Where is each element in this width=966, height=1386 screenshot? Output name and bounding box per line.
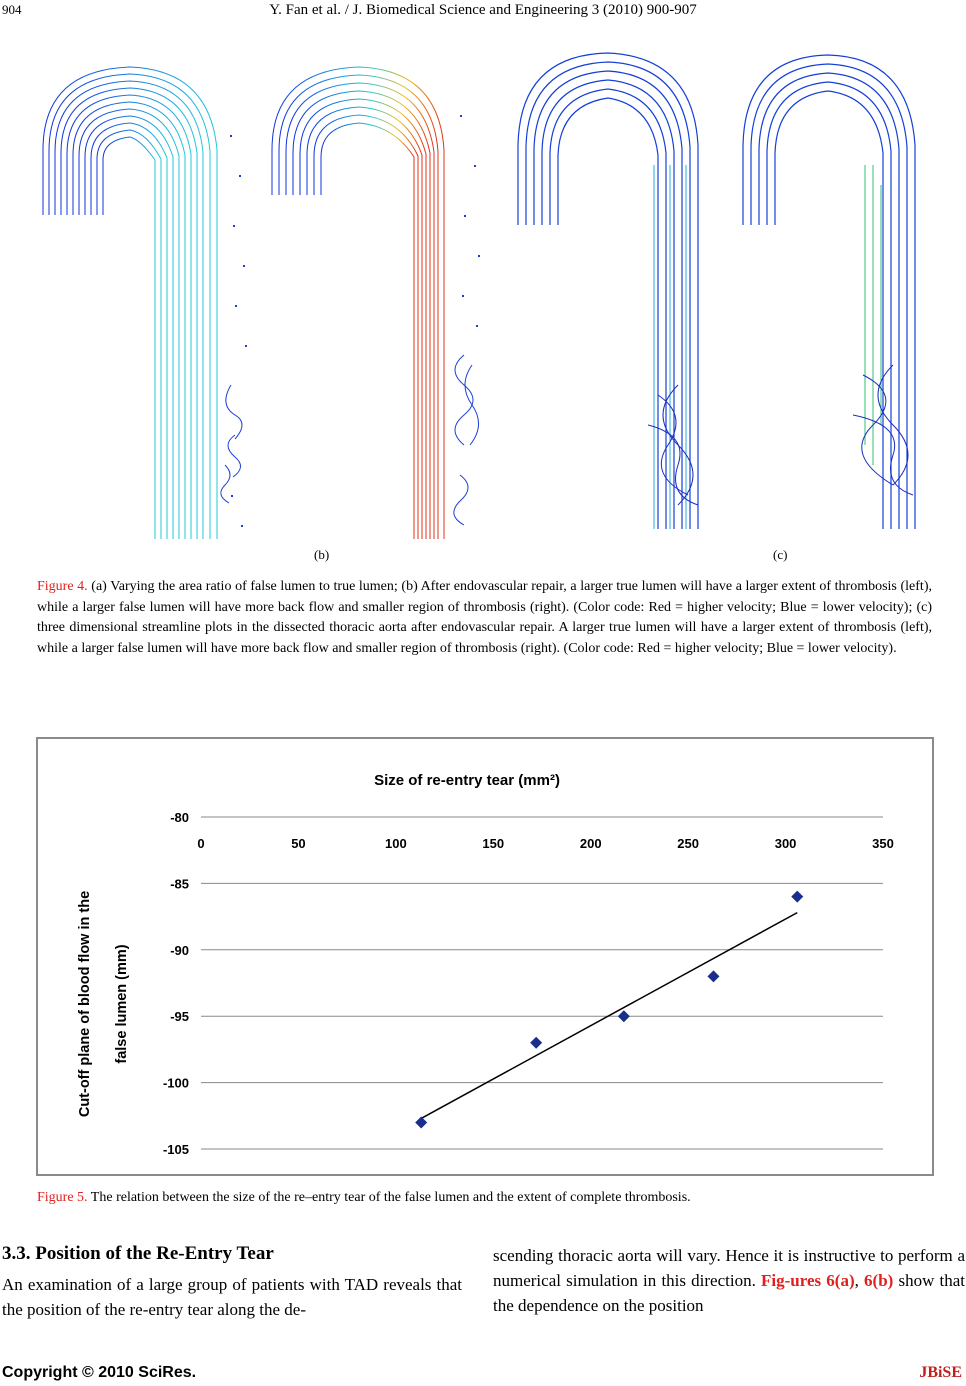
chart-y-ticks	[163, 810, 189, 1157]
figure4-caption-text: (a) Varying the area ratio of false lumen to true lumen; (b) After endovascular repair, a larger true lumen will have a larger extent of thrombosis (left), while a larger false lumen will have more back flow and smaller region of thrombosis (right). (Color code: Red = higher velocity; Blue = lower velocity); (c) three dimensional streamline plots in the dissected thoracic aorta after endovascular repair. A larger true lumen will have a larger extent of thrombosis (left), while a larger false lumen will have more back flow and smaller region of thrombosis (right). (Color code: Red = higher velocity; Blue = lower velocity).	[37, 579, 932, 656]
running-title: Y. Fan et al. / J. Biomedical Science and Engineering 3 (2010) 900-907	[269, 2, 697, 18]
page-number: 904	[2, 2, 22, 17]
x-tick-label: 0	[197, 836, 205, 851]
y-tick-label: -105	[162, 1142, 189, 1157]
right-text-1: scending thoracic aorta will vary. Hence it is instructive to perform a numerical simulation in this direction.	[493, 1246, 965, 1290]
chart-x-ticks	[197, 836, 893, 851]
data-point-3	[707, 970, 719, 982]
streamline-plot-b-right	[264, 55, 489, 539]
figure4-panel-c-left	[508, 45, 720, 529]
data-point-4	[791, 891, 803, 903]
y-tick-label: -100	[162, 1075, 189, 1091]
figure4-caption	[37, 577, 932, 659]
chart-ylabel-line1: Cut-off plane of blood flow in the	[77, 890, 93, 1118]
data-point-1	[530, 1037, 542, 1049]
ref-separator: ,	[854, 1271, 865, 1290]
streamline-plot-b-left	[35, 55, 253, 539]
data-point-2	[618, 1010, 630, 1022]
x-tick-label: 150	[482, 836, 505, 851]
footer-journal: JBiSE	[919, 1364, 962, 1381]
section-heading: 3.3. Position of the Re-Entry Tear	[2, 1243, 274, 1264]
right-text-2: show that the dependence on the position	[493, 1271, 966, 1315]
streamline-plot-c-right	[733, 45, 933, 529]
data-point-0	[415, 1116, 427, 1128]
y-tick-label: -95	[170, 1009, 189, 1025]
figure5-chart	[36, 737, 934, 1176]
chart-title: Size of re-entry tear (mm²)	[374, 772, 560, 789]
figure5-caption	[37, 1188, 932, 1209]
footer-copyright: Copyright © 2010 SciRes.	[2, 1364, 197, 1381]
y-tick-label: -80	[170, 810, 189, 825]
figure4-panel-c-right	[733, 45, 933, 529]
figure4-label-c: (c)	[773, 547, 788, 562]
x-tick-label: 100	[385, 836, 407, 851]
trendline	[421, 913, 797, 1119]
chart-points	[415, 891, 803, 1129]
x-tick-label: 250	[677, 836, 699, 851]
y-tick-label: -90	[170, 942, 189, 958]
x-tick-label: 300	[774, 836, 797, 851]
streamline-plot-c-left	[508, 45, 720, 529]
x-tick-label: 50	[291, 836, 306, 851]
figure4-label-b: (b)	[314, 547, 330, 562]
chart-ylabel-line2: false lumen (mm)	[114, 944, 130, 1064]
right-column-text	[493, 1243, 965, 1318]
figure5-caption-text: The relation between the size of the re–entry tear of the false lumen and the extent of complete thrombosis.	[87, 1190, 691, 1205]
chart-trendline	[421, 913, 797, 1119]
figure4-panel-b-right	[264, 55, 489, 539]
left-column-text: An examination of a large group of patients with TAD reveals that the position of the re-entry tear along the de-	[2, 1275, 462, 1319]
x-tick-label: 200	[579, 836, 602, 851]
figure-6b-link[interactable]: 6(b)	[864, 1271, 894, 1290]
figure5-caption-label: Figure 5.	[37, 1190, 88, 1205]
x-tick-label: 350	[872, 836, 894, 851]
chart-svg	[38, 739, 932, 1174]
y-tick-label: -85	[170, 876, 189, 892]
figure-6a-link[interactable]: Fig-ures 6(a)	[761, 1271, 855, 1290]
figure4-caption-label: Figure 4.	[37, 579, 88, 594]
figure4-panel-b-left	[35, 55, 253, 539]
chart-grid	[201, 817, 883, 1149]
